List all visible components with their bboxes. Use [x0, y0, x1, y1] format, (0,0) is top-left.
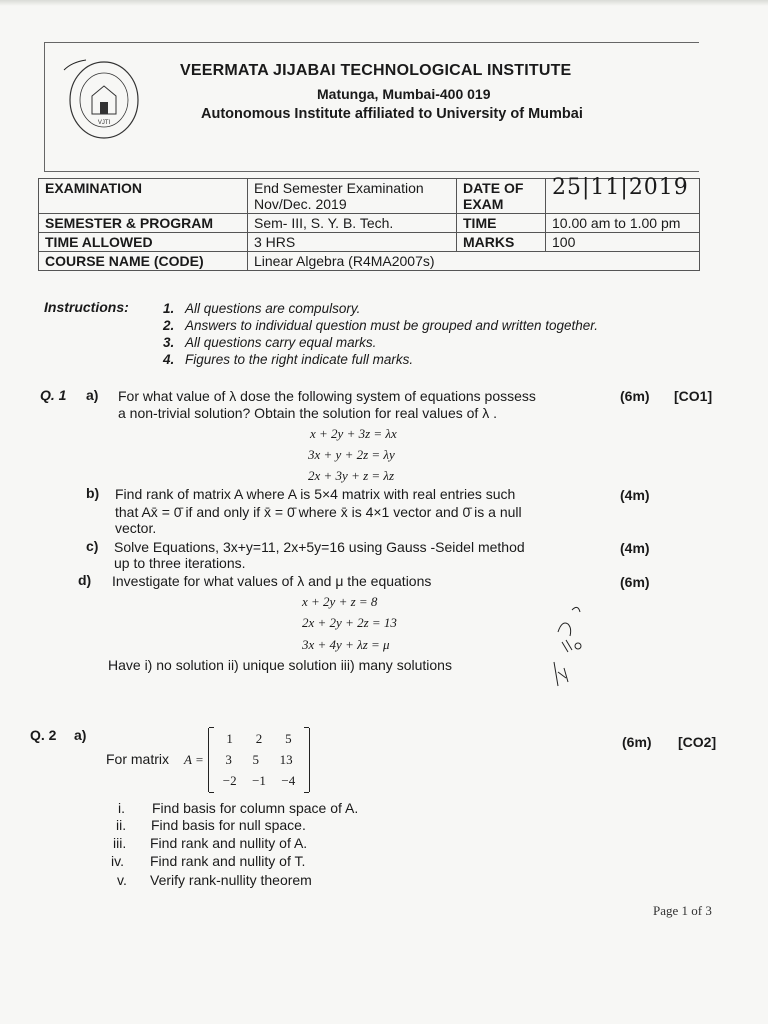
exam-label: EXAMINATION: [39, 179, 248, 214]
time-value: 10.00 am to 1.00 pm: [546, 214, 700, 233]
q1d-eq1: x + 2y + z = 8: [302, 594, 378, 609]
list-item: 2. Answers to individual question must be grouped and written together.: [163, 318, 598, 333]
q1b-line2: that Ax̄ = 0̄ if and only if x̄ = 0̄ where x̄ is 4×1 vector and 0̄ is a null: [115, 504, 522, 520]
q2-co: [CO2]: [678, 734, 717, 750]
table-row: [39, 214, 700, 233]
q1d-line2: Have i) no solution ii) unique solution iii) many solutions: [108, 657, 452, 673]
list-item: 3. All questions carry equal marks.: [163, 335, 377, 350]
time-allowed-label: TIME ALLOWED: [39, 233, 248, 252]
list-item: ii. Find basis for null space.: [116, 817, 306, 833]
exam-value: End Semester Examination Nov/Dec. 2019: [248, 179, 457, 214]
q2-label: Q. 2: [30, 727, 57, 743]
time-allowed-value: 3 HRS: [248, 233, 457, 252]
q1d-eq2: 2x + 2y + 2z = 13: [302, 615, 397, 630]
table-row: [39, 252, 700, 271]
semester-label: SEMESTER & PROGRAM: [39, 214, 248, 233]
list-item: 1. All questions are compulsory.: [163, 301, 361, 316]
q1c-line1: Solve Equations, 3x+y=11, 2x+5y=16 using Gauss -Seidel method: [114, 539, 525, 555]
page-number: Page 1 of 3: [653, 903, 712, 918]
q1a-line2: a non-trivial solution? Obtain the solution for real values of λ .: [118, 405, 497, 421]
q1a-marks: (6m): [620, 388, 650, 404]
exam-info-table: [38, 175, 700, 271]
institute-seal-logo: [62, 56, 140, 148]
date-value: [546, 175, 700, 214]
q1a-label: a): [86, 387, 99, 403]
course-label: COURSE NAME (CODE): [39, 252, 248, 271]
list-item: v. Verify rank-nullity theorem: [117, 872, 312, 888]
q1c-marks: (4m): [620, 540, 650, 556]
q1d-line1: Investigate for what values of λ and μ the equations: [112, 573, 432, 589]
q1a-eq2: 3x + y + 2z = λy: [308, 447, 395, 462]
q2-matrix-intro: For matrix: [106, 751, 169, 767]
institute-name: VEERMATA JIJABAI TECHNOLOGICAL INSTITUTE: [180, 62, 572, 79]
q1c-label: c): [86, 538, 99, 554]
scan-edge: [0, 0, 768, 6]
q1a-line1: For what value of λ dose the following system of equations possess: [118, 388, 536, 404]
list-item: iv. Find rank and nullity of T.: [111, 853, 306, 869]
institute-affiliation: Autonomous Institute affiliated to University of Mumbai: [201, 106, 583, 122]
matrix-a: [208, 728, 310, 792]
q2a-marks: (6m): [622, 734, 652, 750]
list-item: 4. Figures to the right indicate full marks.: [163, 352, 414, 367]
q1b-line1: Find rank of matrix A where A is 5×4 matrix with real entries such: [115, 486, 516, 502]
semester-value: Sem- III, S. Y. B. Tech.: [248, 214, 457, 233]
q1b-line3: vector.: [115, 520, 157, 536]
table-row: [39, 179, 700, 214]
institute-address: Matunga, Mumbai-400 019: [317, 86, 491, 102]
q1b-label: b): [86, 485, 100, 501]
q1b-marks: (4m): [620, 487, 650, 503]
course-value: Linear Algebra (R4MA2007s): [248, 252, 700, 271]
q2a-label: a): [74, 727, 87, 743]
list-item: i. Find basis for column space of A.: [118, 800, 359, 816]
marks-label: MARKS: [457, 233, 546, 252]
matrix-row: 3 5 13: [225, 752, 293, 767]
handwritten-margin-note: [548, 602, 588, 692]
instructions-list: [163, 300, 598, 368]
q1-label: Q. 1: [40, 387, 67, 403]
q1d-eq3: 3x + 4y + λz = μ: [302, 637, 390, 652]
list-item: iii. Find rank and nullity of A.: [113, 835, 308, 851]
matrix-row: 1 2 5: [226, 731, 292, 746]
q1d-label: d): [78, 572, 92, 588]
svg-text:VJTI: VJTI: [97, 120, 111, 126]
instructions-label: Instructions:: [44, 299, 129, 315]
marks-value: 100: [546, 233, 700, 252]
matrix-row: −2 −1 −4: [222, 773, 296, 788]
handwritten-date: 25|11|2019: [552, 175, 689, 200]
q1a-eq3: 2x + 3y + z = λz: [308, 468, 395, 483]
q2-matrix-name: A =: [184, 752, 204, 767]
q1c-line2: up to three iterations.: [114, 555, 246, 571]
date-label: DATE OF EXAM: [457, 179, 546, 214]
table-row: [39, 233, 700, 252]
q1d-marks: (6m): [620, 574, 650, 590]
time-label: TIME: [457, 214, 546, 233]
q1-co: [CO1]: [674, 388, 713, 404]
q1a-eq1: x + 2y + 3z = λx: [310, 426, 397, 441]
